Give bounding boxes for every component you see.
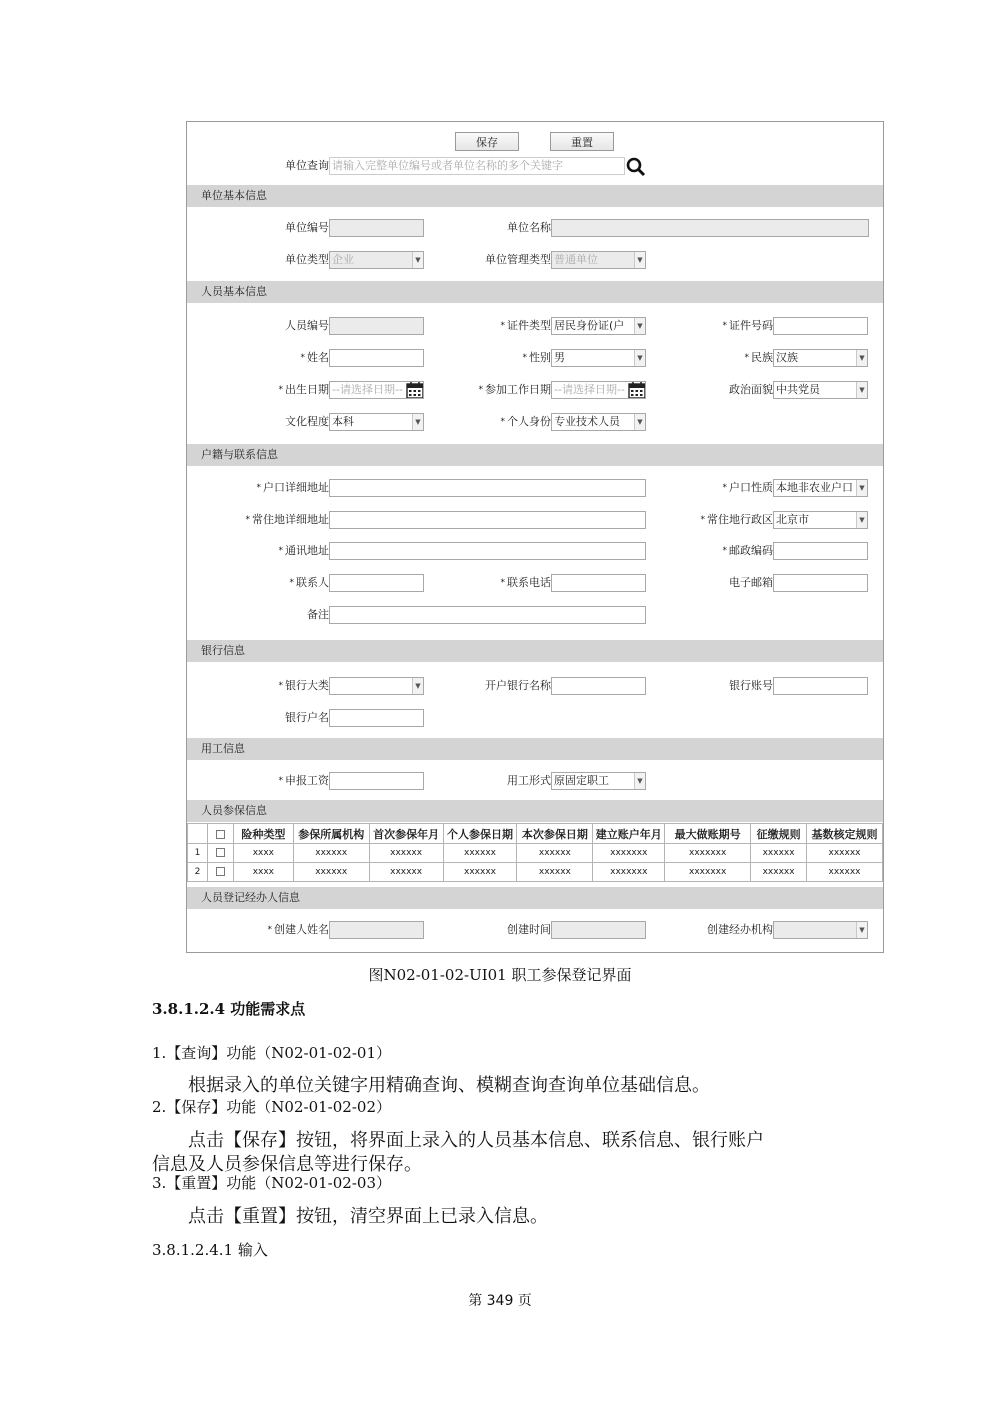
contact-phone-label: * 联系电话 bbox=[500, 576, 551, 589]
chevron-down-icon: ▼ bbox=[856, 922, 867, 938]
section-bank: 银行信息 bbox=[187, 640, 883, 662]
table-row[interactable] bbox=[188, 863, 883, 882]
creator-org-select[interactable] bbox=[773, 921, 868, 939]
education-value: 本科 bbox=[332, 415, 354, 428]
wage-field[interactable] bbox=[329, 772, 424, 790]
figure-caption: 图N02-01-02-UI01 职工参保登记界面 bbox=[368, 966, 632, 984]
insurance-table bbox=[187, 823, 883, 882]
contact-phone-field[interactable] bbox=[551, 574, 646, 592]
chevron-down-icon: ▼ bbox=[412, 678, 423, 694]
creator-org-label: 创建经办机构 bbox=[707, 923, 773, 936]
table-row[interactable] bbox=[188, 844, 883, 863]
email-field[interactable] bbox=[773, 574, 868, 592]
bank-holder-label: 银行户名 bbox=[285, 711, 329, 724]
cert-type-label: * 证件类型 bbox=[500, 319, 551, 332]
item-title-reset: 3.【重置】功能（N02-01-02-03） bbox=[152, 1174, 391, 1192]
remark-label: 备注 bbox=[307, 608, 329, 621]
column-header: 建立账户年月 bbox=[593, 824, 665, 844]
residence-region-value: 北京市 bbox=[776, 513, 809, 526]
table-cell: xxxxxx bbox=[293, 863, 369, 882]
table-cell: xxxxxx bbox=[443, 844, 517, 863]
name-field[interactable] bbox=[329, 349, 424, 367]
created-time-label: 创建时间 bbox=[507, 923, 551, 936]
created-time-field[interactable] bbox=[551, 921, 646, 939]
birth-date-label: * 出生日期 bbox=[278, 383, 329, 396]
remark-field[interactable] bbox=[329, 606, 646, 624]
reset-button[interactable]: 重置 bbox=[550, 132, 614, 151]
hukou-addr-label: * 户口详细地址 bbox=[256, 481, 329, 494]
education-select[interactable] bbox=[329, 413, 424, 431]
chevron-down-icon: ▼ bbox=[412, 414, 423, 430]
unit-mgmt-type-label: 单位管理类型 bbox=[485, 253, 551, 266]
calendar-icon[interactable] bbox=[406, 381, 424, 399]
identity-select[interactable] bbox=[551, 413, 646, 431]
save-button[interactable]: 保存 bbox=[455, 132, 519, 151]
item-body-query: 根据录入的单位关键字用精确查询、模糊查询查询单位基础信息。 bbox=[188, 1075, 710, 1096]
table-cell: xxxxxx bbox=[751, 863, 807, 882]
table-cell: xxxxxx bbox=[517, 863, 593, 882]
column-header: 首次参保年月 bbox=[369, 824, 443, 844]
section-unit-basic: 单位基本信息 bbox=[187, 185, 883, 207]
column-header: 征缴规则 bbox=[751, 824, 807, 844]
unit-mgmt-type-select[interactable] bbox=[551, 251, 646, 269]
unit-query-input[interactable] bbox=[329, 157, 625, 175]
mail-addr-field[interactable] bbox=[329, 542, 646, 560]
section-insurance: 人员参保信息 bbox=[187, 800, 883, 822]
name-label: * 姓名 bbox=[300, 351, 329, 364]
creator-label: * 创建人姓名 bbox=[267, 923, 329, 936]
table-cell: xxxxxx bbox=[369, 863, 443, 882]
unit-code-label: 单位编号 bbox=[285, 221, 329, 234]
unit-query-placeholder: 请输入完整单位编号或者单位名称的多个关键字 bbox=[332, 159, 563, 172]
index-header bbox=[188, 824, 208, 844]
postcode-label: * 邮政编码 bbox=[722, 544, 773, 557]
hukou-nature-label: * 户口性质 bbox=[722, 481, 773, 494]
registration-form bbox=[186, 121, 884, 953]
select-all-checkbox[interactable] bbox=[207, 824, 233, 844]
column-header: 本次参保日期 bbox=[517, 824, 593, 844]
hukou-nature-value: 本地非农业户口 bbox=[776, 481, 853, 494]
mail-addr-label: * 通讯地址 bbox=[278, 544, 329, 557]
item-body-save-line2: 信息及人员参保信息等进行保存。 bbox=[152, 1154, 422, 1175]
search-icon[interactable] bbox=[625, 156, 647, 178]
unit-code-field[interactable] bbox=[329, 219, 424, 237]
chevron-down-icon: ▼ bbox=[634, 414, 645, 430]
residence-region-select[interactable] bbox=[773, 511, 868, 529]
wage-label: * 申报工资 bbox=[278, 774, 329, 787]
table-cell: xxxxxx bbox=[807, 863, 883, 882]
gender-label: * 性别 bbox=[522, 351, 551, 364]
table-cell: xxxxxx bbox=[369, 844, 443, 863]
table-cell: xxxx bbox=[233, 863, 293, 882]
gender-select[interactable] bbox=[551, 349, 646, 367]
table-cell: xxxxxx bbox=[807, 844, 883, 863]
section-household: 户籍与联系信息 bbox=[187, 444, 883, 466]
identity-label: * 个人身份 bbox=[500, 415, 551, 428]
calendar-icon[interactable] bbox=[628, 381, 646, 399]
chevron-down-icon: ▼ bbox=[634, 773, 645, 789]
unit-type-label: 单位类型 bbox=[285, 253, 329, 266]
email-label: 电子邮箱 bbox=[729, 576, 773, 589]
table-cell: xxxxxxx bbox=[593, 863, 665, 882]
table-header-row bbox=[188, 824, 883, 844]
political-value: 中共党员 bbox=[776, 383, 820, 396]
person-id-label: 人员编号 bbox=[285, 319, 329, 332]
residence-addr-field[interactable] bbox=[329, 511, 646, 529]
table-cell: xxxxxxx bbox=[593, 844, 665, 863]
column-header: 基数核定规则 bbox=[807, 824, 883, 844]
bank-account-label: 银行账号 bbox=[729, 679, 773, 692]
work-date-placeholder: --请选择日期-- bbox=[554, 383, 625, 396]
table-cell: xxxxxx bbox=[293, 844, 369, 863]
education-label: 文化程度 bbox=[285, 415, 329, 428]
column-header: 险种类型 bbox=[233, 824, 293, 844]
section-person-basic: 人员基本信息 bbox=[187, 281, 883, 303]
row-index: 1 bbox=[188, 844, 208, 863]
identity-value: 专业技术人员 bbox=[554, 415, 620, 428]
row-checkbox[interactable] bbox=[207, 844, 233, 863]
table-cell: xxxxxxx bbox=[665, 844, 751, 863]
creator-field[interactable] bbox=[329, 921, 424, 939]
chevron-down-icon: ▼ bbox=[856, 512, 867, 528]
unit-name-field[interactable] bbox=[551, 219, 869, 237]
section-handler: 人员登记经办人信息 bbox=[187, 887, 883, 909]
cert-no-field[interactable] bbox=[773, 317, 868, 335]
table-cell: xxxx bbox=[233, 844, 293, 863]
unit-mgmt-type-value: 普通单位 bbox=[554, 253, 598, 266]
ethnic-value: 汉族 bbox=[776, 351, 798, 364]
section-employment: 用工信息 bbox=[187, 738, 883, 760]
chevron-down-icon: ▼ bbox=[634, 318, 645, 334]
column-header: 参保所属机构 bbox=[293, 824, 369, 844]
work-date-label: * 参加工作日期 bbox=[478, 383, 551, 396]
chevron-down-icon: ▼ bbox=[856, 382, 867, 398]
bank-account-field[interactable] bbox=[773, 677, 868, 695]
employment-form-value: 原固定职工 bbox=[554, 774, 609, 787]
table-cell: xxxxxx bbox=[751, 844, 807, 863]
contact-label: * 联系人 bbox=[289, 576, 329, 589]
ethnic-select[interactable] bbox=[773, 349, 868, 367]
person-id-field[interactable] bbox=[329, 317, 424, 335]
row-checkbox[interactable] bbox=[207, 863, 233, 882]
residence-region-label: * 常住地行政区 bbox=[700, 513, 773, 526]
ethnic-label: * 民族 bbox=[744, 351, 773, 364]
work-date-field[interactable] bbox=[551, 381, 646, 399]
cert-type-value: 居民身份证(户 bbox=[554, 319, 625, 332]
unit-type-select[interactable] bbox=[329, 251, 424, 269]
item-title-save: 2.【保存】功能（N02-01-02-02） bbox=[152, 1098, 391, 1116]
chevron-down-icon: ▼ bbox=[856, 480, 867, 496]
bank-category-label: * 银行大类 bbox=[278, 679, 329, 692]
page-number: 第 349 页 bbox=[468, 1293, 532, 1309]
postcode-field[interactable] bbox=[773, 542, 868, 560]
employment-form-label: 用工形式 bbox=[507, 774, 551, 787]
item-body-save-line1: 点击【保存】按钮，将界面上录入的人员基本信息、联系信息、银行账户 bbox=[188, 1130, 764, 1151]
political-label: 政治面貌 bbox=[729, 383, 773, 396]
chevron-down-icon: ▼ bbox=[412, 252, 423, 268]
table-cell: xxxxxxx bbox=[665, 863, 751, 882]
chevron-down-icon: ▼ bbox=[634, 350, 645, 366]
cert-type-select[interactable] bbox=[551, 317, 646, 335]
birth-date-placeholder: --请选择日期-- bbox=[332, 383, 403, 396]
bank-category-select[interactable] bbox=[329, 677, 424, 695]
bank-name-field[interactable] bbox=[551, 677, 646, 695]
residence-addr-label: * 常住地详细地址 bbox=[245, 513, 329, 526]
gender-value: 男 bbox=[554, 351, 565, 364]
contact-field[interactable] bbox=[329, 574, 424, 592]
unit-query-label: 单位查询 bbox=[285, 159, 329, 172]
bank-holder-field[interactable] bbox=[329, 709, 424, 727]
political-select[interactable] bbox=[773, 381, 868, 399]
item-body-reset: 点击【重置】按钮，清空界面上已录入信息。 bbox=[188, 1206, 548, 1227]
row-index: 2 bbox=[188, 863, 208, 882]
bank-name-label: 开户银行名称 bbox=[485, 679, 551, 692]
table-cell: xxxxxx bbox=[517, 844, 593, 863]
item-title-query: 1.【查询】功能（N02-01-02-01） bbox=[152, 1044, 391, 1062]
cert-no-label: * 证件号码 bbox=[722, 319, 773, 332]
subsection-heading: 3.8.1.2.4.1 输入 bbox=[152, 1241, 268, 1259]
birth-date-field[interactable] bbox=[329, 381, 424, 399]
unit-name-label: 单位名称 bbox=[507, 221, 551, 234]
employment-form-select[interactable] bbox=[551, 772, 646, 790]
chevron-down-icon: ▼ bbox=[856, 350, 867, 366]
chevron-down-icon: ▼ bbox=[634, 252, 645, 268]
column-header: 最大做账期号 bbox=[665, 824, 751, 844]
section-heading: 3.8.1.2.4 功能需求点 bbox=[152, 1000, 306, 1018]
column-header: 个人参保日期 bbox=[443, 824, 517, 844]
hukou-addr-field[interactable] bbox=[329, 479, 646, 497]
unit-type-value: 企业 bbox=[332, 253, 354, 266]
hukou-nature-select[interactable] bbox=[773, 479, 868, 497]
table-cell: xxxxxx bbox=[443, 863, 517, 882]
